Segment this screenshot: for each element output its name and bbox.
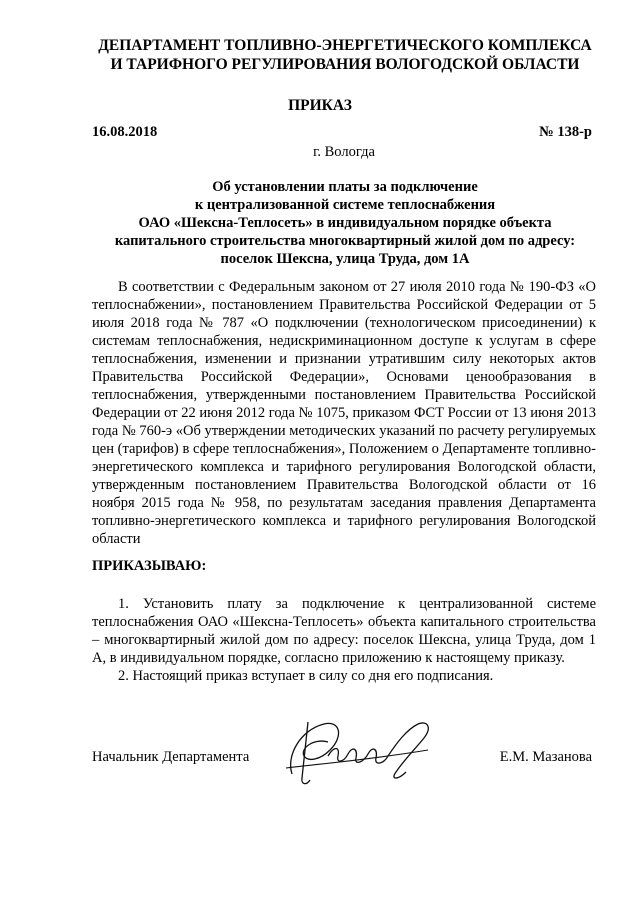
subject-line-4: капитального строительства многоквартирный жилой дом по адресу: <box>114 233 576 249</box>
signatory-role: Начальник Департамента <box>92 749 250 765</box>
document-date: 16.08.2018 <box>92 124 158 140</box>
document-subject <box>95 178 595 268</box>
subject-line-5: поселок Шексна, улица Труда, дом 1А <box>220 251 470 267</box>
handwritten-signature <box>278 716 446 788</box>
subject-line-3: ОАО «Шексна-Теплосеть» в индивидуальном порядке объекта <box>138 215 552 231</box>
preamble-paragraph: В соответствии с Федеральным законом от 27 июля 2010 года № 190-ФЗ «О теплоснабжении», постановлением Правительства Российской Федерации от 5 июля 2018 года № 787 «О подключении (технологическом присоединении) к системам теплоснабжения, недискриминационном доступе к услугам в сфере теплоснабжения, изменении и признании утратившим силу некоторых актов Правительства Российской Федерации», Основами ценообразования в теплоснабжения, утвержденными постановлением Правительства Российской Федерации от 22 июня 2012 года № 1075, приказом ФСТ России от 13 июня 2013 года № 760-э «Об утверждении методических указаний по расчету регулируемых цен (тарифов) в сфере теплоснабжения», Положением о Департаменте топливно-энергетического комплекса и тарифного регулирования Вологодской области, утвержденным постановлением Правительства Вологодской области от 16 ноября 2015 года № 958, по результатам заседания правления Департамента топливно-энергетического комплекса и тарифного регулирования Вологодской области <box>92 279 596 547</box>
order-item-1: 1. Установить плату за подключение к централизованной системе теплоснабжения ОАО «Шексна-Теплосеть» объекта капитального строительства – многоквартирный жилой дом по адресу: поселок Шексна, улица Труда, дом 1 А, в индивидуальном порядке, согласно приложению к настоящему приказу. <box>92 596 596 666</box>
department-header <box>60 36 630 74</box>
subject-line-2: к централизованной системе теплоснабжения <box>194 197 496 213</box>
order-items <box>92 595 596 685</box>
department-line-2: И ТАРИФНОГО РЕГУЛИРОВАНИЯ ВОЛОГОДСКОЙ ОБЛАСТИ <box>110 56 580 73</box>
department-line-1: ДЕПАРТАМЕНТ ТОПЛИВНО-ЭНЕРГЕТИЧЕСКОГО КОМПЛЕКСА <box>98 37 592 54</box>
order-item-2: 2. Настоящий приказ вступает в силу со дня его подписания. <box>118 668 494 684</box>
decree-word: ПРИКАЗЫВАЮ: <box>92 558 207 574</box>
subject-line-1: Об установлении платы за подключение <box>212 179 478 195</box>
signatory-name: Е.М. Мазанова <box>499 749 592 765</box>
document-number: № 138-р <box>539 124 592 140</box>
document-city: г. Вологда <box>313 144 375 160</box>
document-type-title: ПРИКАЗ <box>288 97 352 114</box>
